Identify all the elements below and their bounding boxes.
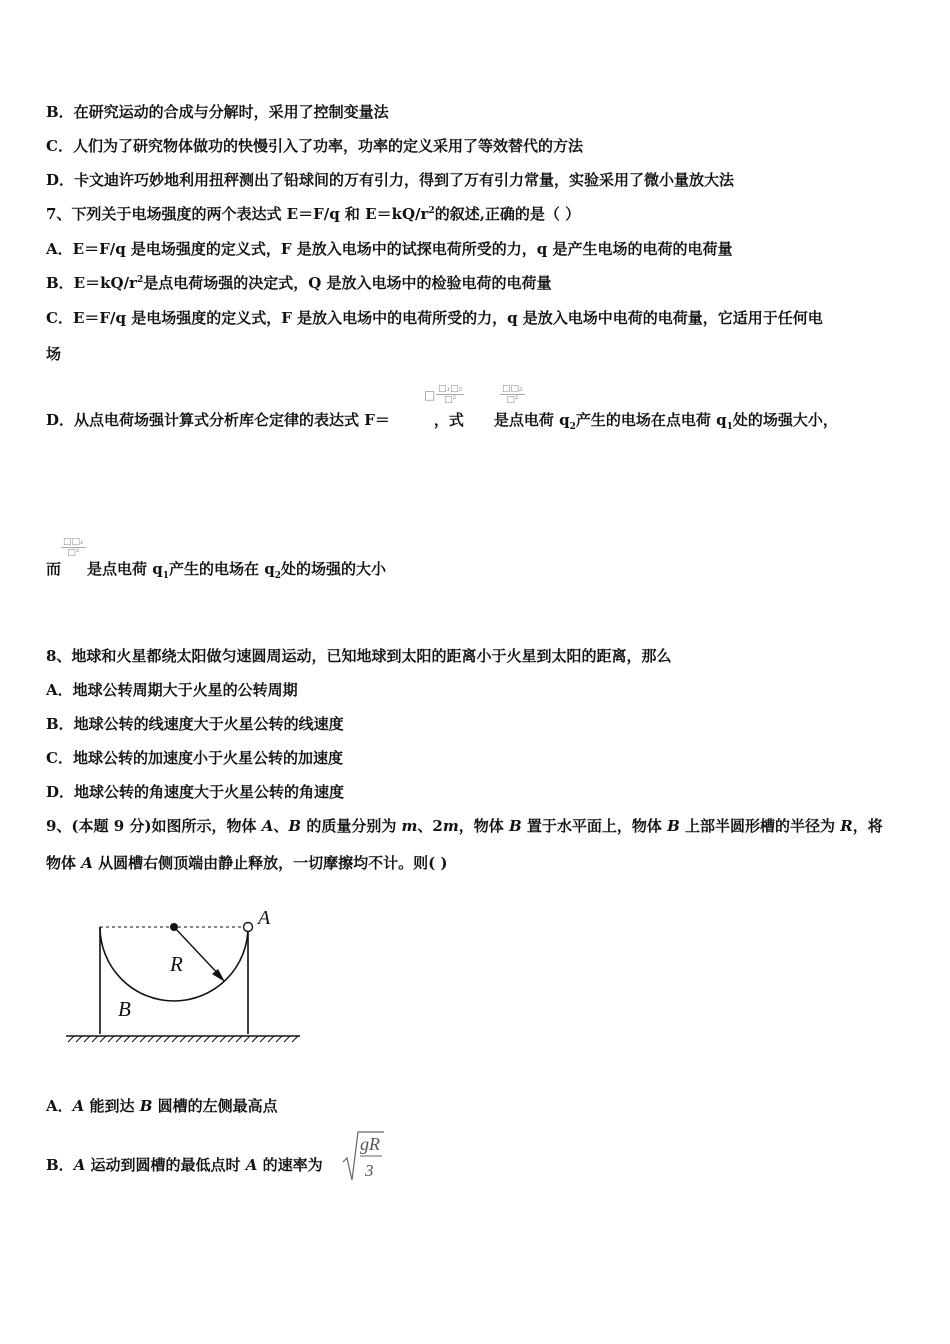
question-9-line2: 物体 A 从圆槽右侧顶端由静止释放，一切摩擦均不计。则( ) bbox=[46, 854, 448, 872]
label-a: A bbox=[258, 907, 271, 929]
option-d-prev: D．卡文迪许巧妙地利用扭秤测出了铅球间的万有引力，得到了万有引力常量，实验采用了微小量放大法 bbox=[46, 171, 735, 189]
q9-option-b: B．A 运动到圆槽的最低点时 A 的速率为 bbox=[46, 1156, 323, 1174]
label-b: B bbox=[118, 997, 131, 1021]
label-r: R bbox=[170, 952, 183, 976]
option-b-prev: B．在研究运动的合成与分解时，采用了控制变量法 bbox=[46, 103, 389, 121]
q7-option-d-line1: D．从点电荷场强计算式分析库仑定律的表达式 F＝ ，式 是点电荷 $q_2$产生的电场在点电荷 $q_1$处的场强大小， bbox=[46, 411, 838, 432]
box-glyph: □ bbox=[424, 388, 436, 402]
fraction-field-q2: □□₂ □² bbox=[502, 384, 523, 405]
fraction-field-q1: □□₁ □² bbox=[63, 537, 84, 558]
q7-option-d-line2: 而 是点电荷 $q_1$产生的电场在 $q_2$处的场强的大小 bbox=[46, 560, 386, 581]
q8-option-b: B．地球公转的线速度大于火星公转的线速度 bbox=[46, 715, 344, 733]
q7-option-c-line1: C．E＝F/q 是电场强度的定义式，F 是放入电场中的电荷所受的力，q 是放入电场中电荷的电荷量，它适用于任何电 bbox=[46, 309, 823, 327]
q7-option-b: B．$E=kQ/r^2$是点电荷场强的决定式，Q 是放入电场中的检验电荷的电荷量 bbox=[46, 274, 552, 292]
q7-option-c-line2: 场 bbox=[46, 345, 62, 363]
question-7: 7、下列关于电场强度的两个表达式 E＝F/q 和 $E=kQ/r^2$的叙述,正确的是（ ） bbox=[46, 205, 581, 223]
q9-option-a: A．A 能到达 B 圆槽的左侧最高点 bbox=[46, 1097, 278, 1115]
option-c-prev: C．人们为了研究物体做功的快慢引入了功率，功率的定义采用了等效替代的方法 bbox=[46, 137, 583, 155]
q8-option-d: D．地球公转的角速度大于火星公转的角速度 bbox=[46, 783, 345, 801]
sqrt-denominator: 3 bbox=[365, 1161, 374, 1180]
q8-option-a: A．地球公转周期大于火星的公转周期 bbox=[46, 681, 298, 699]
ground-hatch bbox=[68, 1036, 298, 1042]
center-dot bbox=[170, 923, 178, 931]
sqrt-expression bbox=[340, 1128, 386, 1184]
question-8: 8、地球和火星都绕太阳做匀速圆周运动，已知地球到太阳的距离小于火星到太阳的距离，那么 bbox=[46, 647, 672, 665]
q8-option-c: C．地球公转的加速度小于火星公转的加速度 bbox=[46, 749, 343, 767]
q7-option-a: A．E＝F/q 是电场强度的定义式，F 是放入电场中的试探电荷所受的力，q 是产生电场的电荷的电荷量 bbox=[46, 240, 733, 258]
sqrt-numerator: gR bbox=[360, 1134, 380, 1154]
radius-arrowhead bbox=[212, 969, 225, 982]
object-a-ball bbox=[244, 923, 253, 932]
question-9-line1: 9、(本题 9 分)如图所示，物体 A、B 的质量分别为 m、2m，物体 B 置于水平面上，物体 B 上部半圆形槽的半径为 R，将 bbox=[46, 817, 883, 835]
fraction-coulomb: □₁□₂ □² bbox=[438, 384, 463, 405]
semicircle-groove-figure bbox=[60, 900, 310, 1050]
